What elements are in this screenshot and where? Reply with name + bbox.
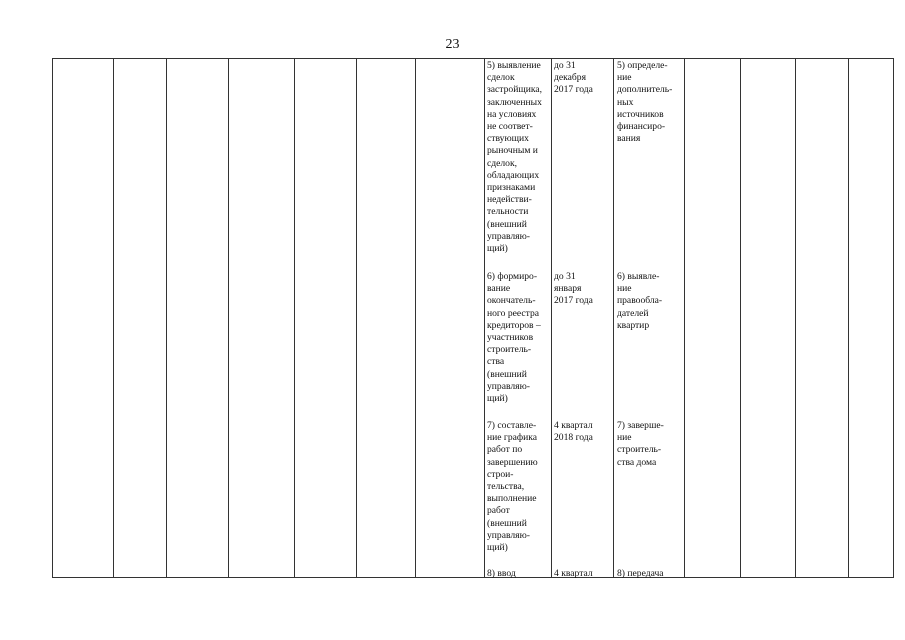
- deadline-cell: 4 квартал 2018 года: [554, 420, 593, 444]
- column-divider: [356, 58, 357, 578]
- result-cell: 7) заверше- ние строитель- ства дома: [617, 420, 664, 468]
- action-cell: 7) составле- ние графика работ по завершению строи- тельства, выполнение работ (внешний управляю- щий): [487, 420, 538, 554]
- column-divider: [113, 58, 114, 578]
- column-divider: [415, 58, 416, 578]
- result-cell: 6) выявле- ние правообла- дателей квартир: [617, 271, 663, 331]
- action-cell: 5) выявление сделок застройщика, заключенных на условиях не соответ- ствующих рыночным и сделок, обладающих признаками недействи- тельности (внешний управляю- щий): [487, 60, 543, 255]
- page-number: 23: [445, 37, 460, 52]
- action-cell: 8) ввод: [487, 568, 516, 579]
- column-divider: [484, 58, 485, 578]
- action-cell: 6) формиро- вание окончатель- ного реестра кредиторов – участников строитель- ства (внешний управляю- щий): [487, 271, 541, 405]
- column-divider: [294, 58, 295, 578]
- column-divider: [740, 58, 741, 578]
- column-divider: [166, 58, 167, 578]
- column-divider: [551, 58, 552, 578]
- table-frame: [52, 58, 894, 578]
- column-divider: [228, 58, 229, 578]
- result-cell: 5) определе- ние дополнитель- ных источников финансиро- вания: [617, 60, 673, 145]
- deadline-cell: до 31 января 2017 года: [554, 271, 593, 307]
- column-divider: [684, 58, 685, 578]
- result-cell: 8) передача: [617, 568, 664, 579]
- deadline-cell: 4 квартал: [554, 568, 593, 579]
- column-divider: [795, 58, 796, 578]
- column-divider: [848, 58, 849, 578]
- column-divider: [613, 58, 614, 578]
- deadline-cell: до 31 декабря 2017 года: [554, 60, 593, 96]
